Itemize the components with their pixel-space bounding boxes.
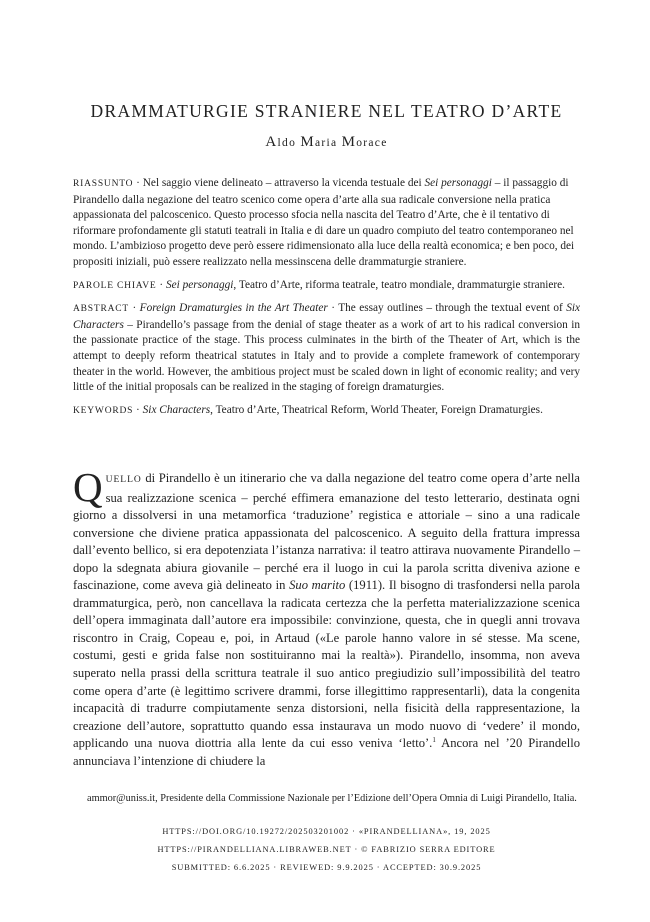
first-word-smallcaps: UELLO	[105, 475, 142, 485]
riassunto-text: – il passaggio di Pirandello dalla negazione del teatro scenico come opera d’arte alla sua radicale conversione nella pratica appassionata del palcoscenico. Questo processo sfocia nella nascita del Teatro d’Arte, che è il tentativo di riformare profondamente gli statuti teatrali in Italia e di dare un quadro compiuto del teatro contemporaneo nel mondo. L’ambizioso progetto deve però essere ridimensionato alla luce della realtà economica; e ben poco, dei propositi iniziali, può essere realizzato nella messinscena delle drammaturgie straniere.	[73, 177, 575, 268]
body-text: (1911). Il bisogno di trasfondersi nella parola drammaturgica, però, non cancellava la radicata certezza che la perfetta materializzazione scenica dell’opera immaginata dall’autore era impossibile: convinzione, questa, che in quegli anni trovava riscontro in Craig, Copeau e, poi, in Artaud («Le parole hanno valore in sé stesse. Ma scene, costumi, gesti e grida false non sostituiranno mai la realtà»). Pirandello, insomma, non aveva superato nella prassi della scrittura teatrale il suo antico pregiudizio sull’impossibilità del teatro come opera d’arte (è legittimo scrivere drammi, forse illegittimo rappresentarli), data la congenita incapacità di tradurre compiutamente senza distorsioni, nella fisicità della rappresentazione, la creazione dell’autore, soprattutto quando essa instaurava un modo nuovo di ‘vedere’ il mondo, applicando una nuova diottria alla lente da cui esso veniva ‘letto’.	[73, 578, 580, 751]
body-paragraph	[73, 464, 581, 770]
abstract-text: – Pirandello’s passage from the denial of stage theater as a work of art to his radical conversion in the passionate practice of the stage. This process culminates in the birth of the Theater of Art, which is the attempt to deeply reform theatrical statutes in Italy and to provide a complete framework of contemporary theater in the world. However, the ambitious project must be scaled down in light of economic reality; and very little of the initial proposals can be realized in the staging of foreign dramaturgies.	[73, 318, 580, 394]
parole-chiave-paragraph	[73, 278, 580, 295]
keywords-label: KEYWORDS	[73, 405, 134, 416]
keywords-italic: Six Characters	[142, 403, 211, 416]
article-author	[73, 134, 580, 151]
separator: ·	[133, 177, 143, 189]
author-initial: A	[265, 134, 278, 150]
author-initial: M	[300, 134, 315, 150]
body-text: Ancora nel ’20 Pirandello annunciava l’intenzione di chiudere la	[73, 736, 581, 768]
abstract-title: Foreign Dramaturgies in the Art Theater	[139, 302, 328, 315]
riassunto-text: Nel saggio viene delineato – attraverso la vicenda testuale dei	[142, 177, 425, 189]
parole-chiave-text: , Teatro d’Arte, riforma teatrale, teatro mondiale, drammaturgie straniere.	[233, 278, 565, 291]
author-initial: M	[341, 134, 357, 150]
separator: ·	[129, 302, 140, 315]
separator: ·	[156, 278, 166, 291]
drop-cap: Q	[73, 464, 103, 510]
keywords-paragraph	[73, 403, 580, 420]
abstract-text: · The essay outlines – through the textual event of	[327, 302, 567, 315]
separator: ·	[133, 403, 143, 416]
riassunto-label: RIASSUNTO	[73, 179, 134, 189]
author-footnote: ammor@uniss.it, Presidente della Commissione Nazionale per l’Edizione dell’Opera Omnia di Luigi Pirandello, Italia.	[87, 793, 577, 804]
body-text: di Pirandello è un itinerario che va dalla negazione del teatro come opera d’arte nella sua realizzazione scenica – perché effimera emanazione del testo letterario, destinata ogni giorno a dissolversi in una metamorfica ‘traduzione’ registica e attoriale – sino a una radicale conversione che diviene pratica appassionata del palcoscenico. A seguito della frattura impressa dall’evento bellico, si era depotenziata l’istanza narrativa: il teatro attirava nuovamente Pirandello – dopo la sdegnata abiura giovanile – perché era il luogo in cui la parola scritta diveniva azione e fascinazione, come aveva già delineato in	[73, 471, 580, 593]
author-name-part: orace	[356, 137, 388, 149]
publisher-line[interactable]: HTTPS://PIRANDELLIANA.LIBRAWEB.NET · © FABRIZIO SERRA EDITORE	[157, 845, 496, 854]
article-page	[73, 0, 580, 922]
abstract-label: ABSTRACT	[73, 304, 130, 315]
doi-line[interactable]: HTTPS://DOI.ORG/10.19272/202503201002 · «PIRANDELLIANA», 19, 2025	[162, 827, 491, 836]
abstract-italic: Six Characters	[73, 302, 580, 331]
keywords-text: , Teatro d’Arte, Theatrical Reform, World Theater, Foreign Dramaturgies.	[210, 403, 543, 416]
riassunto-paragraph	[73, 176, 580, 271]
author-name-part: aria	[314, 137, 342, 149]
riassunto-italic: Sei personaggi	[424, 177, 492, 189]
abstract-paragraph	[73, 301, 580, 396]
parole-chiave-label: PAROLE CHIAVE	[73, 280, 157, 291]
parole-chiave-italic: Sei personaggi	[165, 278, 234, 291]
article-title: DRAMMATURGIE STRANIERE NEL TEATRO D’ARTE	[90, 101, 563, 121]
footnote-ref[interactable]: 1	[432, 736, 436, 745]
author-name-part: ldo	[277, 137, 301, 149]
abstracts-block	[73, 176, 580, 419]
body-italic: Suo marito	[289, 578, 346, 593]
dates-line: SUBMITTED: 6.6.2025 · REVIEWED: 9.9.2025 · ACCEPTED: 30.9.2025	[171, 863, 482, 872]
